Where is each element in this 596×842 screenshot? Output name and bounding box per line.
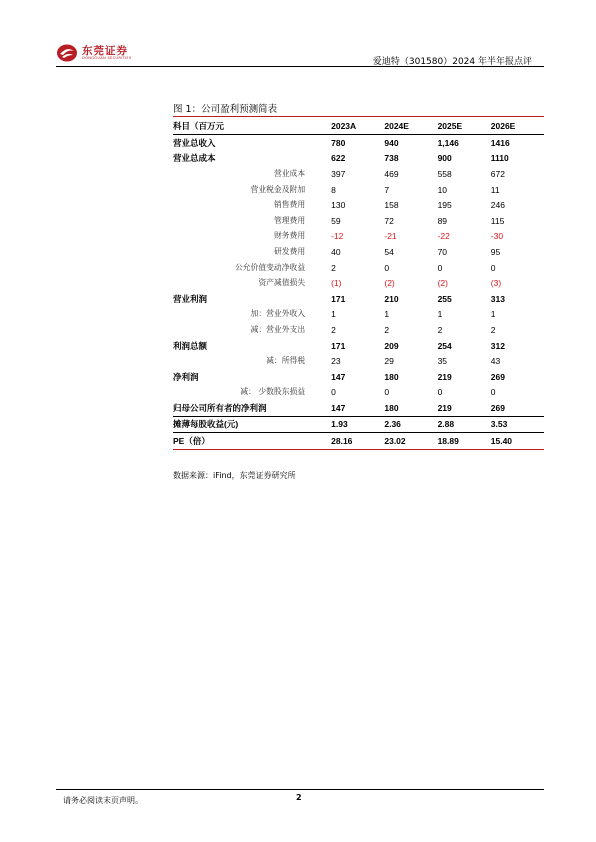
table-cell: 269 <box>490 402 505 413</box>
logo-subtext: DONGGUAN SECURITIES <box>82 56 132 60</box>
table-cell: 900 <box>437 153 452 164</box>
table-cell: 1.93 <box>331 416 384 433</box>
table-row <box>173 353 544 369</box>
table-cell: 2 <box>331 324 336 335</box>
table-row <box>173 385 544 401</box>
table-cell: 40 <box>331 246 341 257</box>
row-label: 加：营业外收入 <box>250 309 306 319</box>
table-cell: 1 <box>384 309 390 320</box>
table-cell: 1 <box>331 309 336 320</box>
table-cell: 54 <box>384 246 394 257</box>
row-label: 营业总收入 <box>173 137 216 148</box>
row-label: 营业总成本 <box>173 153 216 164</box>
table-cell: 1,146 <box>437 137 459 148</box>
column-header: 2025E <box>438 117 491 135</box>
table-cell: 1416 <box>490 137 510 148</box>
row-label: 营业利润 <box>173 293 208 304</box>
table-cell: 15.40 <box>491 433 544 450</box>
row-label: 利润总额 <box>173 340 208 351</box>
table-cell: 940 <box>384 137 399 148</box>
row-label: 财务费用 <box>273 231 306 241</box>
table-cell: 0 <box>384 262 390 273</box>
table-cell: 89 <box>437 215 448 226</box>
table-cell: 171 <box>331 340 346 351</box>
table-cell: (1) <box>331 278 342 289</box>
table-cell: 558 <box>437 168 452 179</box>
table-cell: 23.02 <box>384 433 437 450</box>
column-header: 科目（百万元 <box>173 117 331 135</box>
row-label: 营业成本 <box>273 168 306 178</box>
disclaimer-note: 请务必阅读末页声明。 <box>63 796 143 805</box>
table-cell: 7 <box>384 184 390 195</box>
table-cell: 269 <box>490 371 505 382</box>
table-row <box>173 307 544 323</box>
table-cell: (2) <box>384 278 395 289</box>
logo-emblem-icon <box>56 43 78 63</box>
column-header: 2023A <box>331 117 384 135</box>
table-row <box>173 197 544 213</box>
table-row <box>173 260 544 276</box>
table-cell: 70 <box>437 246 448 257</box>
table-cell: 0 <box>331 387 336 398</box>
row-label: 减： 少数股东损益 <box>240 387 306 397</box>
table-row <box>173 213 544 229</box>
table-cell: 28.16 <box>331 433 384 450</box>
table-cell: 72 <box>384 215 394 226</box>
table-cell: 2.88 <box>438 416 491 433</box>
table-row <box>173 244 544 260</box>
table-cell: 0 <box>437 262 443 273</box>
header-divider <box>56 66 544 67</box>
table-header-row <box>173 117 544 135</box>
data-source-note: 数据来源：iFind，东莞证券研究所 <box>173 471 296 480</box>
table-row <box>173 369 544 385</box>
table-cell: 180 <box>384 402 399 413</box>
table-cell: -22 <box>437 231 450 242</box>
table-cell: 130 <box>331 200 346 211</box>
table-cell: 158 <box>384 200 399 211</box>
table-cell: -21 <box>384 231 397 242</box>
table-cell: 195 <box>437 200 452 211</box>
row-label: 管理费用 <box>273 215 306 225</box>
row-label: PE（倍） <box>173 433 331 450</box>
table-cell: 1 <box>437 309 443 320</box>
row-label: 销售费用 <box>273 200 306 210</box>
table-row <box>173 229 544 245</box>
figure-title: 图 1：公司盈利预测简表 <box>173 104 278 115</box>
table-cell: 0 <box>437 387 443 398</box>
table-cell: -12 <box>331 231 344 242</box>
table-cell: 8 <box>331 184 336 195</box>
row-label: 研发费用 <box>273 246 306 256</box>
table-cell: 738 <box>384 153 399 164</box>
table-cell: 312 <box>490 340 505 351</box>
table-cell: (3) <box>490 278 502 289</box>
table-cell: 0 <box>490 387 496 398</box>
table-cell: 3.53 <box>491 416 544 433</box>
logo-text: 东莞证券 <box>82 45 128 57</box>
table-cell: 469 <box>384 168 399 179</box>
table-cell: 313 <box>490 293 505 304</box>
table-cell: 780 <box>331 137 346 148</box>
document-title: 爱迪特（301580）2024 年半年报点评 <box>372 57 532 67</box>
table-cell: 255 <box>437 293 452 304</box>
table-cell: 219 <box>437 371 452 382</box>
table-row <box>173 166 544 182</box>
earnings-forecast-table <box>173 116 544 450</box>
table-row <box>173 400 544 416</box>
table-cell: 2 <box>384 324 390 335</box>
table-cell: 2.36 <box>384 416 437 433</box>
table-cell: -30 <box>490 231 504 242</box>
table-row <box>173 151 544 167</box>
footer-divider <box>56 789 544 790</box>
row-label: 摊薄每股收益(元) <box>173 416 331 433</box>
table-cell: 18.89 <box>438 433 491 450</box>
table-cell: 209 <box>384 340 399 351</box>
table-cell: 11 <box>490 184 500 195</box>
table-cell: 219 <box>437 402 452 413</box>
table-cell: 0 <box>384 387 390 398</box>
table-row <box>173 135 544 151</box>
table-row <box>173 275 544 291</box>
table-cell: 1 <box>490 309 496 320</box>
table-row <box>173 338 544 354</box>
table-cell: 35 <box>437 356 448 367</box>
table-cell: (2) <box>437 278 448 289</box>
table-row <box>173 433 544 450</box>
table-cell: 171 <box>331 293 346 304</box>
table-row <box>173 291 544 307</box>
table-cell: 95 <box>490 246 501 257</box>
table-row <box>173 322 544 338</box>
row-label: 减：营业外支出 <box>250 324 306 334</box>
table-cell: 0 <box>490 262 496 273</box>
table-cell: 10 <box>437 184 448 195</box>
table-row <box>173 416 544 433</box>
column-header: 2026E <box>491 117 544 135</box>
table-row <box>173 182 544 198</box>
table-cell: 147 <box>331 371 346 382</box>
table-cell: 29 <box>384 356 394 367</box>
table-cell: 2 <box>437 324 443 335</box>
row-label: 营业税金及附加 <box>250 184 306 194</box>
company-logo <box>56 42 132 64</box>
row-label: 资产减值损失 <box>258 278 306 288</box>
table-cell: 397 <box>331 168 346 179</box>
table-cell: 2 <box>490 324 496 335</box>
table-cell: 115 <box>490 215 505 226</box>
table-cell: 59 <box>331 215 341 226</box>
row-label: 归母公司所有者的净利润 <box>173 402 267 413</box>
table-cell: 672 <box>490 168 505 179</box>
table-cell: 43 <box>490 356 501 367</box>
table-cell: 1110 <box>490 153 509 164</box>
row-label: 减：所得税 <box>266 356 306 366</box>
table-cell: 254 <box>437 340 452 351</box>
table-cell: 180 <box>384 371 399 382</box>
table-cell: 2 <box>331 262 336 273</box>
table-cell: 23 <box>331 356 341 367</box>
row-label: 公允价值变动净收益 <box>234 262 306 272</box>
table-cell: 246 <box>490 200 505 211</box>
row-label: 净利润 <box>173 371 199 382</box>
table-cell: 622 <box>331 153 346 164</box>
table-cell: 210 <box>384 293 399 304</box>
column-header: 2024E <box>384 117 437 135</box>
page-number: 2 <box>296 793 302 802</box>
table-cell: 147 <box>331 402 346 413</box>
